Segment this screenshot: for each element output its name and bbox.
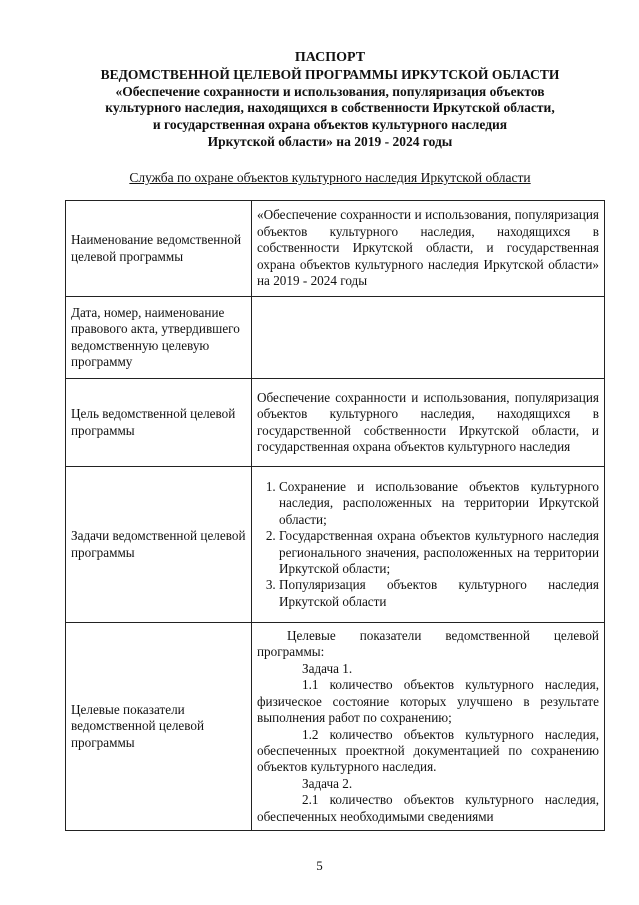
organization-name: Служба по охране объектов культурного наследия Иркутской области — [129, 170, 531, 185]
title-line-name-2: культурного наследия, находящихся в собственности Иркутской области, — [105, 100, 555, 116]
page-number: 5 — [316, 858, 323, 873]
row-tasks — [66, 467, 605, 623]
indicators-task-2: Задача 2. — [302, 775, 353, 791]
value-tasks — [252, 467, 605, 623]
passport-table — [65, 200, 605, 831]
indicator-2-1: 2.1 количество объектов культурного наследия, обеспеченных необходимыми сведениями — [257, 792, 599, 824]
row-legal-act — [66, 297, 605, 379]
indicator-1-2: 1.2 количество объектов культурного наследия, обеспеченных проектной документацией по сохранению объектов культурного наследия. — [257, 726, 599, 775]
title-line-name-4: Иркутской области» на 2019 - 2024 годы — [207, 133, 453, 149]
tasks-list — [257, 479, 599, 610]
label-program-name: Наименование ведомственной целевой программы — [66, 201, 252, 297]
value-program-name: «Обеспечение сохранности и использования, популяризация объектов культурного наследия, находящихся в собственности Иркутской области, и государственная охрана объектов культурного наследия Иркутской области» на 2019 - 2024 годы — [252, 201, 605, 297]
row-goal — [66, 379, 605, 467]
title-line-program: ВЕДОМСТВЕННОЙ ЦЕЛЕВОЙ ПРОГРАММЫ ИРКУТСКОЙ ОБЛАСТИ — [100, 66, 560, 82]
indicator-1-1: 1.1 количество объектов культурного наследия, физическое состояние которых улучшено в результате выполнения работ по сохранению; — [257, 677, 599, 726]
list-item: 1. Сохранение и использование объектов культурного наследия, расположенных на территории Иркутской области; — [279, 479, 599, 528]
value-indicators — [252, 623, 605, 831]
label-indicators: Целевые показатели ведомственной целевой программы — [66, 623, 252, 831]
label-legal-act: Дата, номер, наименование правового акта, утвердившего ведомственную целевую программу — [66, 297, 252, 379]
list-item: 2. Государственная охрана объектов культурного наследия регионального значения, расположенных на территории Иркутской области; — [279, 528, 599, 577]
row-program-name — [66, 201, 605, 297]
title-line-name-3: и государственная охрана объектов культурного наследия — [152, 117, 508, 133]
value-legal-act — [252, 297, 605, 379]
row-indicators — [66, 623, 605, 831]
value-goal: Обеспечение сохранности и использования, популяризация объектов культурного наследия, находящихся в государственной собственности Иркутской области, и государственная охрана объектов культурного наследия — [252, 379, 605, 467]
title-line-passport: ПАСПОРТ — [294, 50, 366, 65]
list-item: 3. Популяризация объектов культурного наследия Иркутской области — [279, 577, 599, 610]
label-goal: Цель ведомственной целевой программы — [66, 379, 252, 467]
title-line-name-1: «Обеспечение сохранности и использования, популяризация объектов — [115, 83, 545, 99]
indicators-intro: Целевые показатели ведомственной целевой программы: — [257, 628, 599, 660]
label-tasks: Задачи ведомственной целевой программы — [66, 467, 252, 623]
document-title — [60, 50, 600, 151]
indicators-task-1: Задача 1. — [302, 660, 353, 676]
